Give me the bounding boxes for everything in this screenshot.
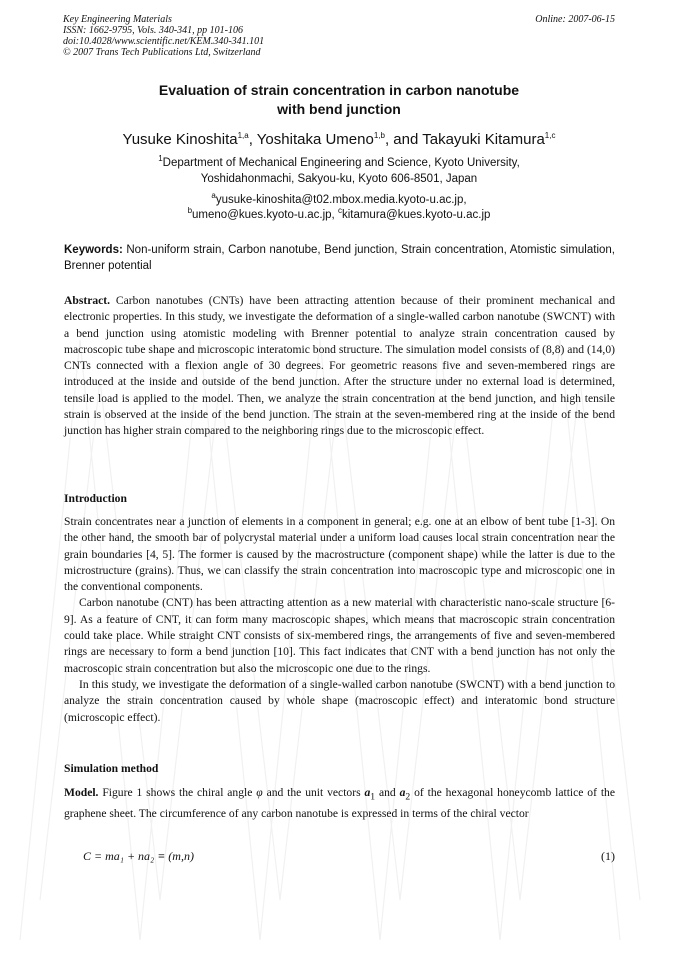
affiliation-line-2: Yoshidahonmachi, Sakyou-ku, Kyoto 606-8501, Japan bbox=[200, 173, 478, 185]
title-line-1: Evaluation of strain concentration in carbon nanotube bbox=[158, 82, 520, 98]
introduction-body bbox=[64, 514, 615, 726]
author-name: Takayuki Kitamura bbox=[422, 131, 545, 148]
author-superscript: 1,c bbox=[544, 131, 556, 140]
journal-name: Key Engineering Materials bbox=[63, 14, 172, 25]
copyright-line: © 2007 Trans Tech Publications Ltd, Switzerland bbox=[63, 47, 261, 58]
model-text: and bbox=[378, 786, 396, 799]
subscript: 1 bbox=[370, 791, 376, 803]
model-text: and the unit vectors bbox=[266, 786, 361, 799]
simulation-heading: Simulation method bbox=[64, 762, 159, 775]
model-paragraph bbox=[64, 785, 615, 822]
introduction-heading: Introduction bbox=[64, 492, 127, 505]
introduction-paragraph-3: In this study, we investigate the deformation of a single-walled carbon nanotube (SWCNT) with a bend junction to analyze the strain concentration caused by whole shape (macroscopic effect) and interatomic bond structure (microscopic effect). bbox=[64, 677, 615, 724]
keywords-text: Non-uniform strain, Carbon nanotube, Bend junction, Strain concentration, Atomistic simulation, Brenner potential bbox=[64, 244, 615, 272]
keywords-label: Keywords: bbox=[64, 244, 123, 256]
model-text: of the hexagonal honeycomb lattice of the graphene sheet. The circumference of any carbon nanotube is expressed in terms of the chiral vector bbox=[64, 786, 615, 820]
vector-a1: a bbox=[364, 786, 371, 799]
online-date: Online: 2007-06-15 bbox=[535, 14, 615, 25]
introduction-paragraph-2: Carbon nanotube (CNT) has been attracting attention as a new material with characteristic nano-scale structure [6-9]. As a feature of CNT, it can form many macroscopic shapes, which means that macroscopic strain concentration could take place. While straight CNT consists of six-membered rings, the arrangements of five and seven-membered rings are necessary to form a bend junction [10]. This fact indicates that CNT with a bend junction has not only the macroscopic strain concentration but also the microscopic one due to the rings. bbox=[64, 596, 615, 675]
email-list bbox=[63, 193, 615, 223]
author-conjunction: and bbox=[393, 131, 419, 148]
journal-header bbox=[63, 14, 615, 58]
affiliation-superscript: 1 bbox=[158, 154, 163, 164]
abstract bbox=[64, 293, 615, 440]
issn-line: ISSN: 1662-9795, Vols. 340-341, pp 101-106 bbox=[63, 25, 243, 36]
author-name: Yusuke Kinoshita bbox=[122, 131, 238, 148]
keywords bbox=[64, 242, 615, 274]
model-label: Model. bbox=[64, 786, 99, 799]
doi-line: doi:10.4028/www.scientific.net/KEM.340-341.101 bbox=[63, 36, 265, 47]
affiliation bbox=[63, 155, 615, 187]
email-c: kitamura@kues.kyoto-u.ac.jp bbox=[341, 209, 491, 221]
email-superscript: c bbox=[337, 206, 342, 216]
email-superscript: a bbox=[211, 191, 216, 201]
phi-symbol: φ bbox=[256, 786, 263, 799]
affiliation-line-1: Department of Mechanical Engineering and Science, Kyoto University, bbox=[162, 157, 520, 169]
title-line-2: with bend junction bbox=[277, 101, 401, 117]
paper-title bbox=[63, 81, 615, 119]
author-name: Yoshitaka Umeno bbox=[256, 131, 374, 148]
subscript: 2 bbox=[405, 791, 411, 803]
abstract-label: Abstract. bbox=[64, 294, 111, 307]
introduction-paragraph-1: Strain concentrates near a junction of elements in a component in general; e.g. one at an elbow of bent tube [1-3]. On the other hand, the smooth bar of polycrystal material under a uniform load causes local strain concentration near the grain boundaries [4, 5]. The former is caused by the macrostructure (component shape) while the latter is due to the microstructure (grains). Thus, we can classify the strain concentration into macroscopic type and microscopic one in the conventional components. bbox=[64, 515, 615, 594]
email-b: umeno@kues.kyoto-u.ac.jp, bbox=[192, 209, 335, 221]
email-superscript: b bbox=[187, 206, 193, 216]
abstract-text: Carbon nanotubes (CNTs) have been attracting attention because of their prominent mechanical and electronic properties. In this study, we investigate the deformation of a single-walled carbon nanotube (SWCNT) with a bend junction using atomistic modeling with Brenner potential to analyze strain concentration caused by macroscopic tube shape and microscopic interatomic bond structure. The simulation model consists of (8,8) and (14,0) CNTs connected with a flexion angle of 30 degrees. For geometric reasons five and seven-membered rings are introduced at the inside and outside of the bend junction. After the structure under no external load is determined, tensile load is applied to the model. Then, we analyze the strain concentration at the bend junction, and high tensile strain is observed at the inside of the bend junction. The strain at the seven-membered ring at the inside of the bend junction has higher strain compared to the neighboring rings due to the microscopic effect. bbox=[64, 294, 615, 438]
equation-expression: C = ma₁ + na₂ ≡ (m,n) bbox=[83, 849, 194, 863]
equation-number: (1) bbox=[601, 849, 615, 863]
vector-a2: a bbox=[399, 786, 406, 799]
author-superscript: 1,b bbox=[373, 131, 385, 140]
author-superscript: 1,a bbox=[237, 131, 249, 140]
email-a: yusuke-kinoshita@t02.mbox.media.kyoto-u.ac.jp, bbox=[215, 194, 467, 206]
author-list: Yusuke Kinoshita$^{1,a}$, Yoshitaka Umeno$^{1,b}$, and Takayuki Kitamura$^{1,c}$ bbox=[122, 131, 556, 148]
model-text: Figure 1 shows the chiral angle bbox=[102, 786, 253, 799]
